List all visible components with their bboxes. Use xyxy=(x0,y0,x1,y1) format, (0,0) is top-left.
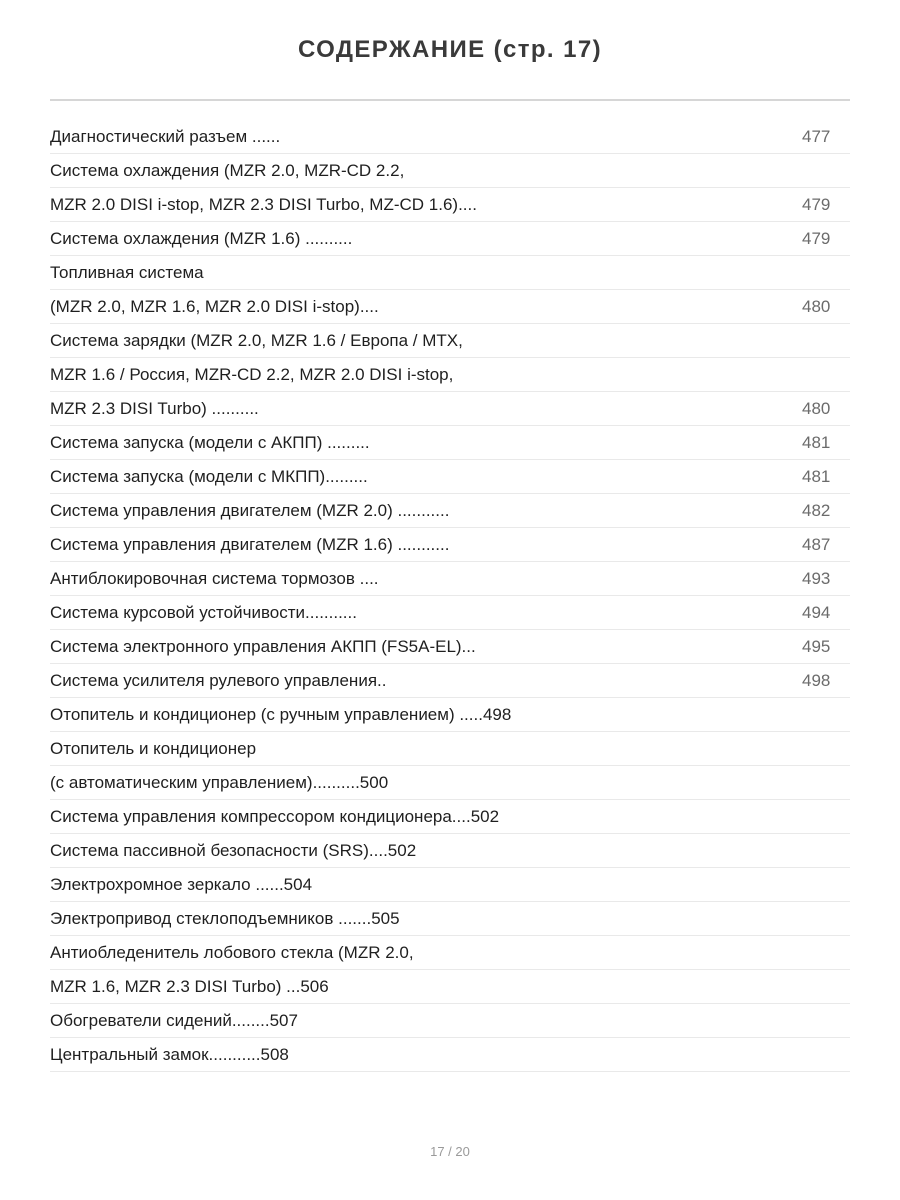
toc-entry xyxy=(50,1038,850,1072)
toc-entry xyxy=(50,358,850,392)
title-divider xyxy=(50,99,850,101)
toc-entry xyxy=(50,800,850,834)
toc-entry xyxy=(50,324,850,358)
toc-entry-text: Электропривод стеклоподъемников .......505 xyxy=(50,908,400,928)
toc-entry xyxy=(50,392,850,426)
toc-entry xyxy=(50,460,850,494)
toc-entry-page: 481 xyxy=(802,432,831,452)
toc-entry-page: 498 xyxy=(802,670,831,690)
toc-entry-text: Система курсовой устойчивости........... xyxy=(50,602,357,622)
toc-entry-text: Система охлаждения (MZR 2.0, MZR-CD 2.2, xyxy=(50,160,405,180)
toc-entry-page: 480 xyxy=(802,398,831,418)
toc-entry-text: Отопитель и кондиционер xyxy=(50,738,257,758)
toc-entry-text: (с автоматическим управлением)..........500 xyxy=(50,772,389,792)
toc-entry-text: Система усилителя рулевого управления.. xyxy=(50,670,387,690)
toc-entry xyxy=(50,120,850,154)
toc-entry-text: Антиблокировочная система тормозов .... xyxy=(50,568,379,588)
toc-entry xyxy=(50,834,850,868)
toc-entry xyxy=(50,290,850,324)
toc-entry-page: 479 xyxy=(802,228,831,248)
toc-entry xyxy=(50,154,850,188)
toc-entry xyxy=(50,970,850,1004)
toc-entry-page: 487 xyxy=(802,534,831,554)
toc-entry-text: Обогреватели сидений........507 xyxy=(50,1010,298,1030)
toc-entry xyxy=(50,698,850,732)
toc-entry-page: 477 xyxy=(802,126,831,146)
toc-entry-page: 493 xyxy=(802,568,831,588)
toc-entry-text: MZR 1.6 / Россия, MZR-CD 2.2, MZR 2.0 DISI i-stop, xyxy=(50,364,454,384)
toc-entry-text: Система охлаждения (MZR 1.6) .......... xyxy=(50,228,353,248)
toc-entry-text: Система управления двигателем (MZR 1.6) ........... xyxy=(50,534,450,554)
toc-entry xyxy=(50,188,850,222)
toc-entry xyxy=(50,766,850,800)
toc-entry-page: 494 xyxy=(802,602,831,622)
toc-entry xyxy=(50,562,850,596)
toc-entry-text: Система запуска (модели с АКПП) ......... xyxy=(50,432,370,452)
toc-entry xyxy=(50,664,850,698)
toc-entry xyxy=(50,596,850,630)
toc-entry-text: MZR 2.3 DISI Turbo) .......... xyxy=(50,398,259,418)
toc-entry-text: MZR 1.6, MZR 2.3 DISI Turbo) ...506 xyxy=(50,976,329,996)
toc-entry-text: Отопитель и кондиционер (с ручным управлением) .....498 xyxy=(50,704,512,724)
toc-entry xyxy=(50,256,850,290)
toc-entry xyxy=(50,528,850,562)
page-title: СОДЕРЖАНИЕ (стр. 17) xyxy=(298,36,602,63)
toc-entry-text: Диагностический разъем ...... xyxy=(50,126,281,146)
toc-entry xyxy=(50,936,850,970)
toc-entry-text: MZR 2.0 DISI i-stop, MZR 2.3 DISI Turbo, MZ-CD 1.6).... xyxy=(50,194,477,214)
toc-entry-text: Система запуска (модели с МКПП)......... xyxy=(50,466,368,486)
page-indicator: 17 / 20 xyxy=(430,1144,470,1159)
toc-entry-page: 495 xyxy=(802,636,831,656)
toc-entry-text: Центральный замок...........508 xyxy=(50,1044,289,1064)
toc-entry-text: Система электронного управления АКПП (FS5A-EL)... xyxy=(50,636,476,656)
toc-entry xyxy=(50,732,850,766)
toc-entry-page: 479 xyxy=(802,194,831,214)
toc-entry xyxy=(50,426,850,460)
toc-entry xyxy=(50,494,850,528)
toc-entry xyxy=(50,868,850,902)
toc-entry-page: 480 xyxy=(802,296,831,316)
toc-entry-page: 482 xyxy=(802,500,831,520)
table-of-contents xyxy=(50,120,850,1072)
toc-entry xyxy=(50,1004,850,1038)
toc-entry xyxy=(50,630,850,664)
toc-entry-text: Система зарядки (MZR 2.0, MZR 1.6 / Европа / MTX, xyxy=(50,330,463,350)
toc-entry xyxy=(50,222,850,256)
toc-entry-text: Система управления двигателем (MZR 2.0) ........... xyxy=(50,500,450,520)
toc-entry xyxy=(50,902,850,936)
toc-entry-text: Система управления компрессором кондиционера....502 xyxy=(50,806,500,826)
toc-entry-text: Система пассивной безопасности (SRS)....502 xyxy=(50,840,417,860)
toc-entry-page: 481 xyxy=(802,466,831,486)
toc-entry-text: (MZR 2.0, MZR 1.6, MZR 2.0 DISI i-stop).... xyxy=(50,296,379,316)
toc-entry-text: Антиобледенитель лобового стекла (MZR 2.0, xyxy=(50,942,414,962)
toc-entry-text: Электрохромное зеркало ......504 xyxy=(50,874,313,894)
toc-entry-text: Топливная система xyxy=(50,262,204,282)
